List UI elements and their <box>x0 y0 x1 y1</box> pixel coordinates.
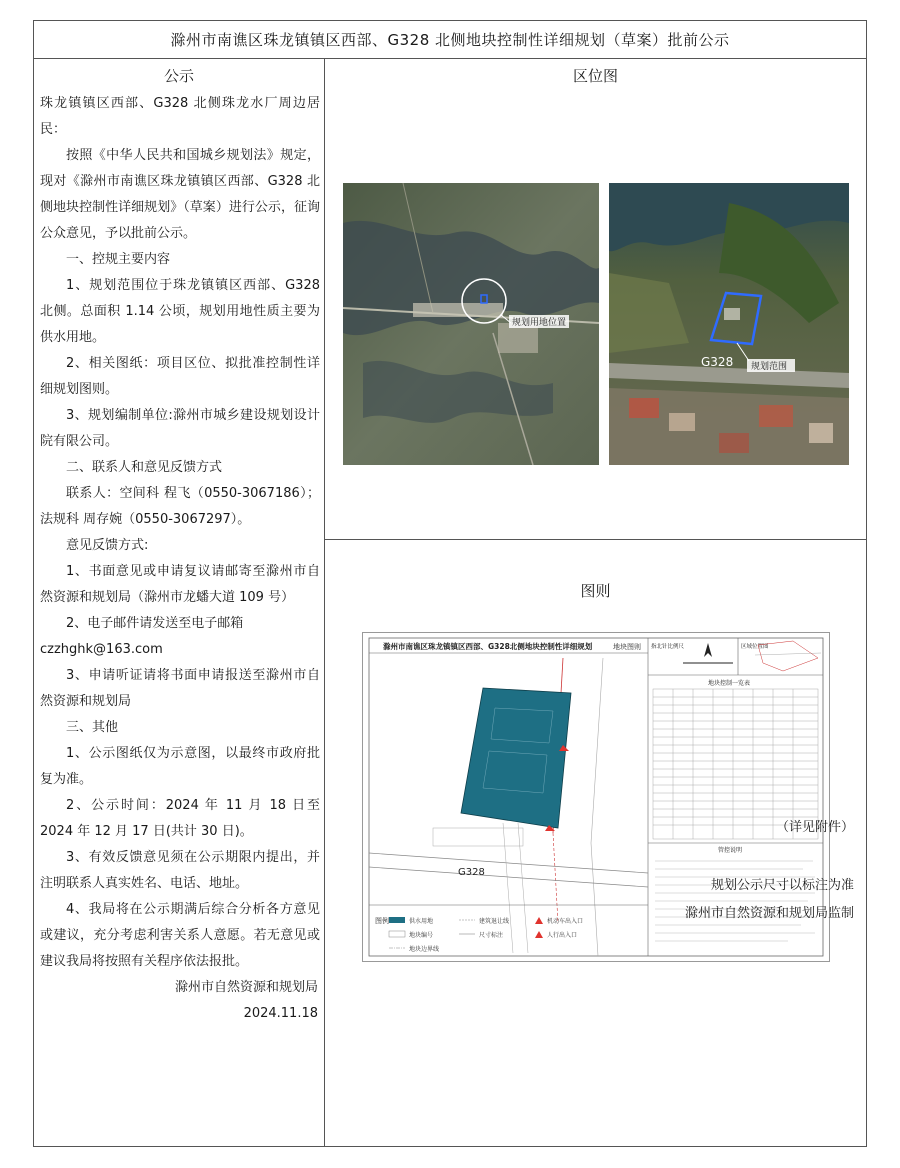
intro-paragraph: 按照《中华人民共和国城乡规划法》规定，现对《滁州市南谯区珠龙镇镇区西部、G328 北侧地块控制性详细规划》（草案）进行公示，征询公众意见，予以批前公示。 <box>40 148 320 241</box>
map2-scope-label: 规划范围 <box>751 362 788 372</box>
plan-legend-label: 图例 <box>375 917 389 925</box>
section-1-title: 一、控规主要内容 <box>66 252 171 267</box>
control-notes-lines <box>655 861 815 941</box>
section-1-item-1: 1、规划范围位于珠龙镇镇区西部、G328 北侧。总面积 1.14 公顷，规划用地性质主要为供水用地。 <box>40 278 320 345</box>
site-satellite-map <box>609 183 849 465</box>
supervisor-note: 滁州市自然资源和规划局监制 <box>684 906 854 921</box>
issue-date: 2024.11.18 <box>243 1006 318 1021</box>
feedback-email-address[interactable]: czzhghk@163.com <box>40 642 163 657</box>
section-3-title: 三、其他 <box>66 720 119 735</box>
legend-item-4: 地块编号 <box>409 932 434 939</box>
legend-item-7: 地块边界线 <box>409 946 440 953</box>
feedback-methods-label: 意见反馈方式: <box>66 538 149 553</box>
notice-heading: 公示 <box>163 66 194 85</box>
size-note: 规划公示尺寸以标注为准 <box>710 878 854 893</box>
section-3-item-2: 2、公示时间：2024 年 11 月 18 日至 2024 年 12 月 17 日(共计 30 日)。 <box>40 798 320 839</box>
page-title: 滁州市南谯区珠龙镇镇区西部、G328 北侧地块控制性详细规划（草案）批前公示 <box>34 21 866 59</box>
location-section <box>325 59 866 539</box>
legend-item-5: 尺寸标注 <box>479 932 504 939</box>
plan-section <box>325 540 866 1146</box>
location-heading: 区位图 <box>572 66 618 85</box>
plan-sheet-title: 滁州市南谯区珠龙镇镇区西部、G328北侧地块控制性详细规划 <box>383 642 593 651</box>
plan-road-label: G328 <box>458 867 485 878</box>
section-3-item-1: 1、公示图纸仅为示意图，以最终市政府批复为准。 <box>40 746 320 787</box>
plan-sheet-type: 地块图则 <box>613 643 641 651</box>
legend-item-2: 建筑退让线 <box>479 918 510 925</box>
control-notes-title: 管控说明 <box>718 847 743 854</box>
regional-satellite-map <box>343 183 599 465</box>
notice-frame <box>33 20 867 1147</box>
notice-body <box>34 91 324 1027</box>
legend-item-3: 机动车出入口 <box>547 918 584 925</box>
section-1-item-2: 2、相关图纸：项目区位、拟批准控制性详细规划图则。 <box>40 356 320 397</box>
section-3-item-4: 4、我局将在公示期满后综合分析各方意见或建议，充分考虑利害关系人意愿。若无意见或建议我局将按照有关程序依法报批。 <box>40 902 320 969</box>
section-1-item-3: 3、规划编制单位:滁州市城乡建设规划设计院有限公司。 <box>40 408 320 449</box>
feedback-mail: 1、书面意见或申请复议请邮寄至滁州市自然资源和规划局（滁州市龙蟠大道 109 号） <box>40 564 320 605</box>
issuer-signature: 滁州市自然资源和规划局 <box>174 980 318 995</box>
compass-label: 指北针比例尺 <box>651 644 685 650</box>
section-2-title: 二、联系人和意见反馈方式 <box>66 460 223 475</box>
plan-heading: 图则 <box>580 582 611 600</box>
salutation: 珠龙镇镇区西部、G328 北侧珠龙水厂周边居民： <box>40 96 320 137</box>
legend-item-1: 供水用地 <box>409 918 434 925</box>
feedback-hearing: 3、申请听证请将书面申请报送至滁州市自然资源和规划局 <box>40 668 320 709</box>
feedback-email-label: 2、电子邮件请发送至电子邮箱 <box>66 616 244 631</box>
notice-column <box>34 59 324 1146</box>
map1-label: 规划用地位置 <box>512 318 567 328</box>
legend-item-6: 人行出入口 <box>547 932 578 939</box>
control-table-title: 地块控制一览表 <box>708 680 751 687</box>
see-attachment-note: （详见附件） <box>775 820 854 835</box>
map2-road-label: G328 <box>701 355 734 369</box>
section-3-item-3: 3、有效反馈意见须在公示期限内提出，并注明联系人真实姓名、电话、地址。 <box>40 850 320 891</box>
locator-label: 区域位置图 <box>741 644 769 650</box>
contact-persons: 联系人：空间科 程飞（0550-3067186）；法规科 周存婉（0550-3067297）。 <box>40 486 320 527</box>
